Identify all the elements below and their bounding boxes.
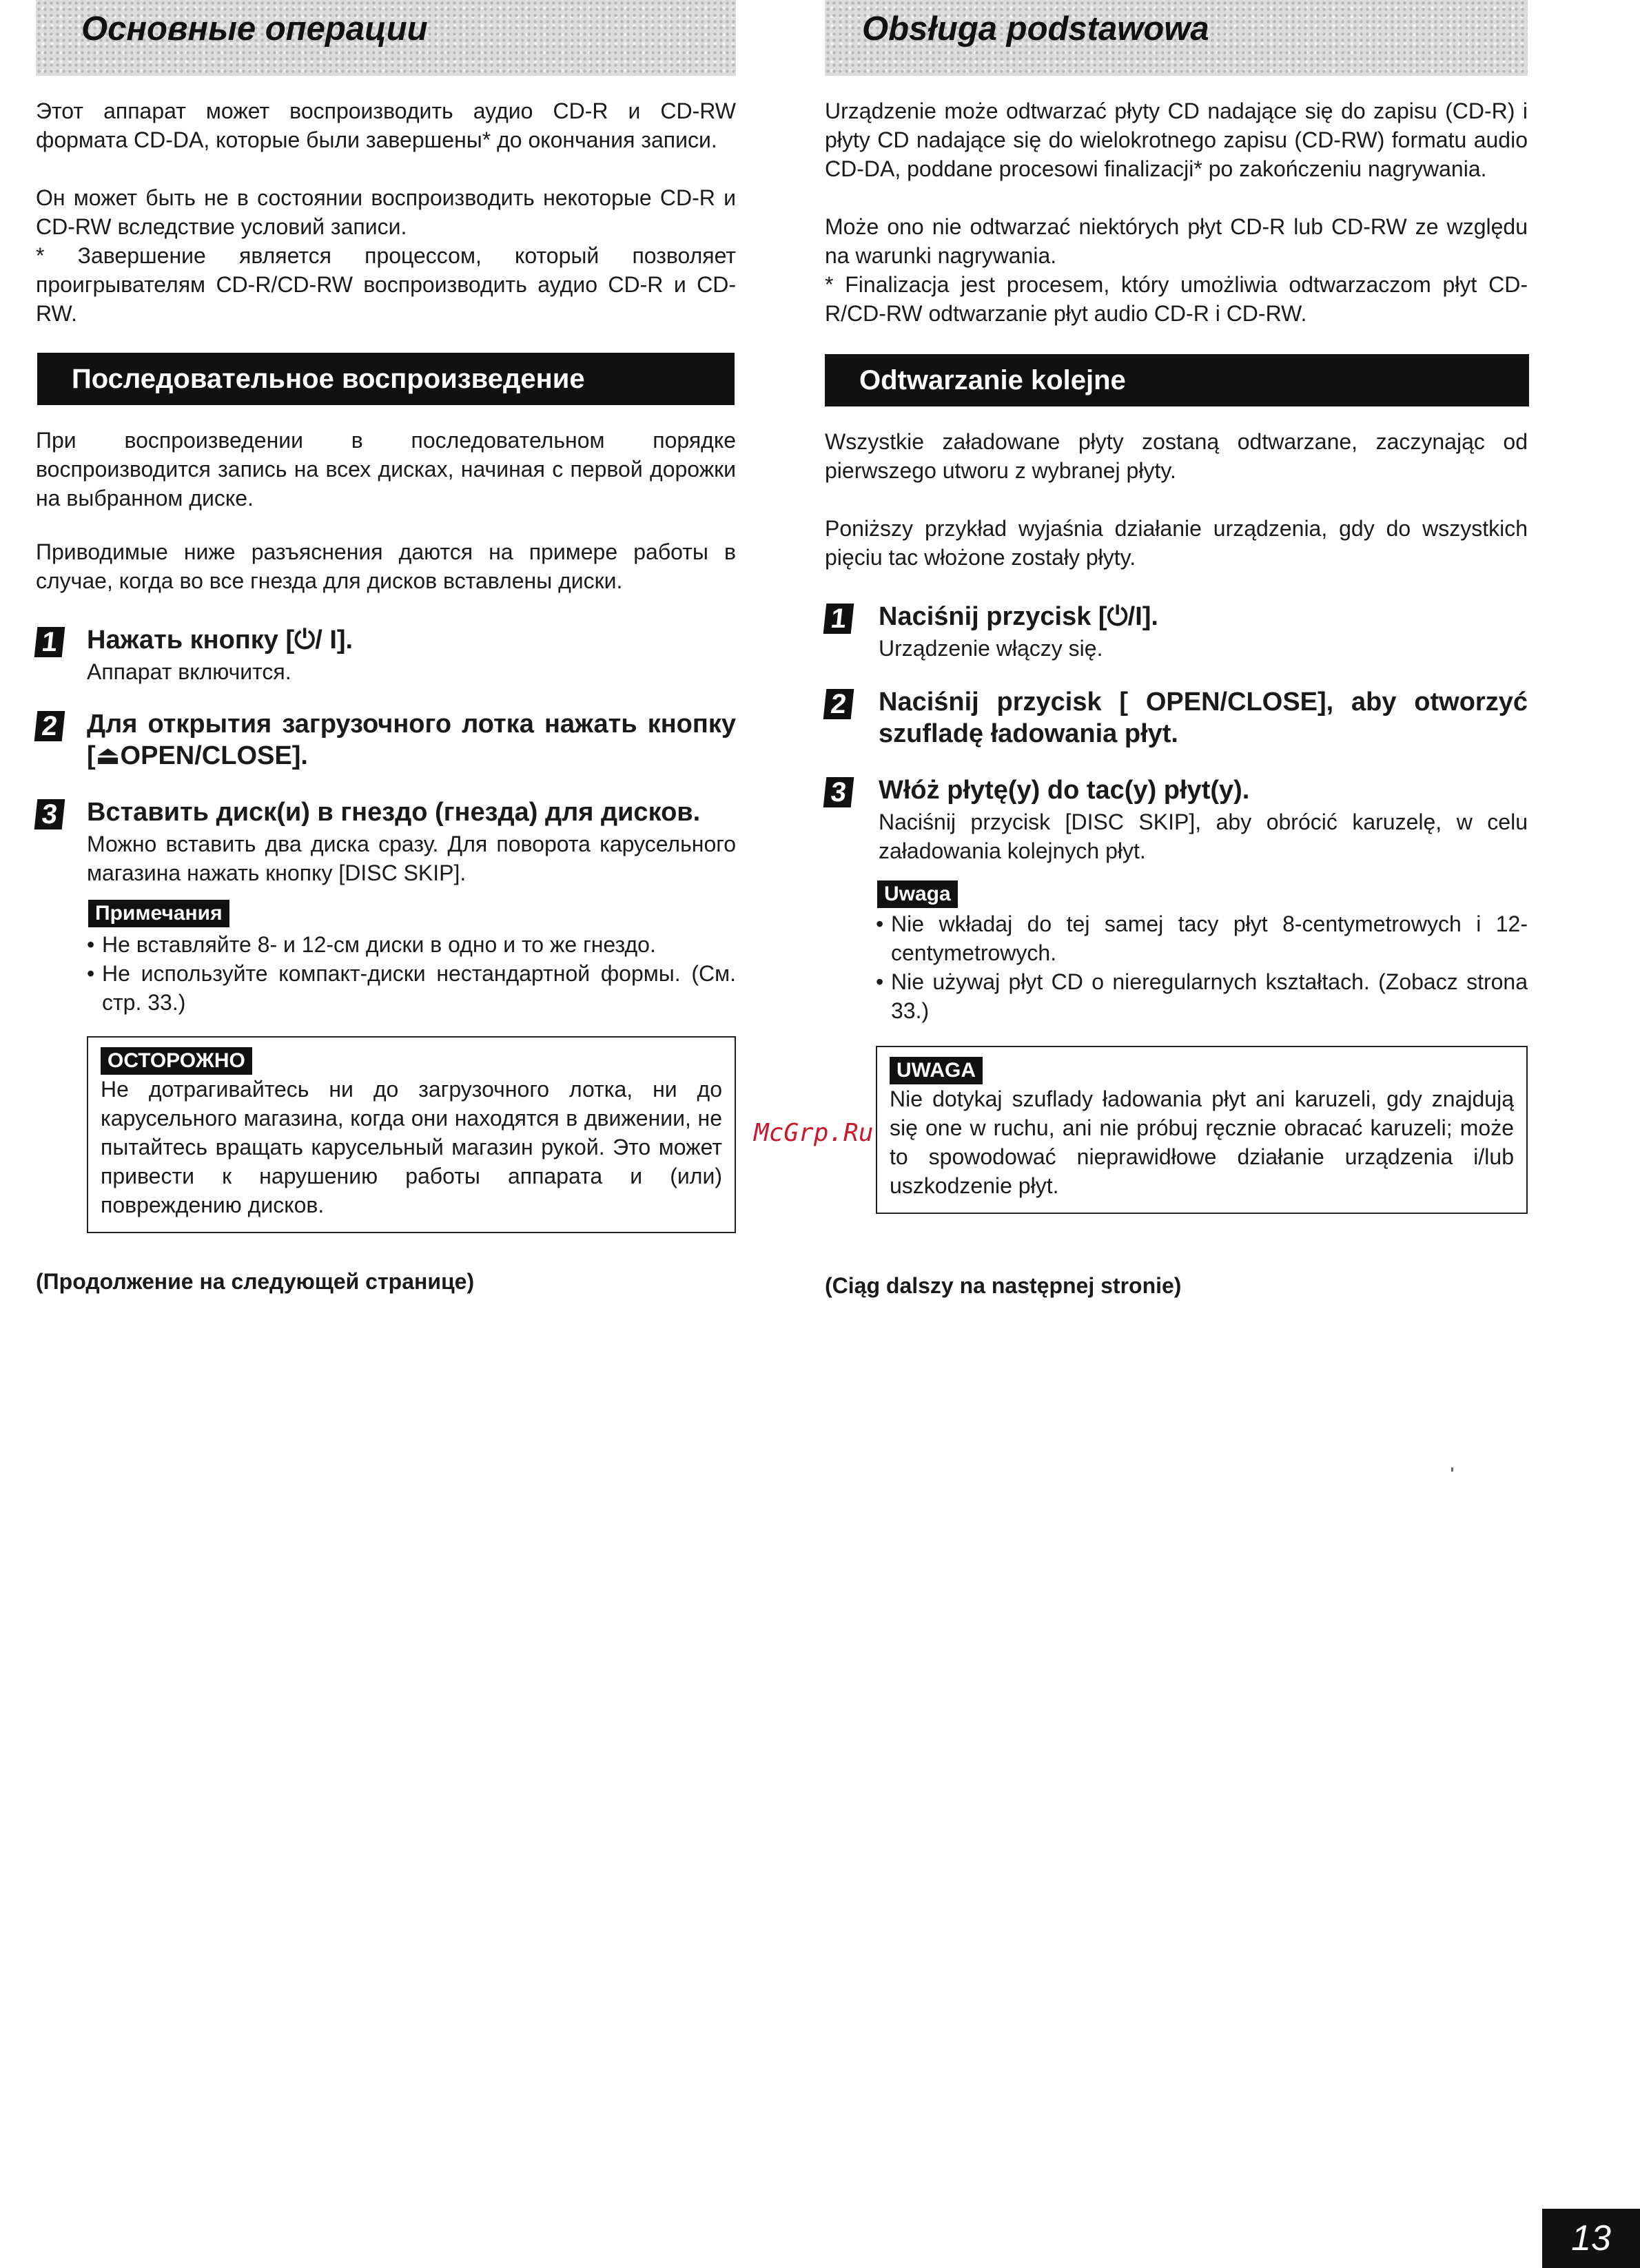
step-number: 2	[823, 689, 854, 719]
continued-note: (Ciąg dalszy na następnej stronie)	[825, 1273, 1182, 1298]
step-title: Вставить диск(и) в гнездо (гнезда) для дисков.	[87, 798, 701, 827]
intro-paragraph: Urządzenie może odtwarzać płyty CD nadające się do zapisu (CD-R) i płyty CD nadające się do wielokrotnego zapisu (CD-RW) formatu audio CD-DA, poddane procesowi finalizacji* po zakończeniu nagrywania.	[825, 99, 1528, 181]
notes-label: Примечания	[88, 900, 229, 927]
body-paragraph: Poniższy przykład wyjaśnia działanie urządzenia, gdy do wszystkich pięciu tac włożone zostały płyty.	[825, 516, 1528, 570]
step-body: Naciśnij przycisk [DISC SKIP], aby obrócić karuzelę, w celu załadowania kolejnych płyt.	[879, 810, 1528, 863]
step-number: 3	[823, 777, 854, 807]
step	[36, 708, 736, 774]
caution-label: UWAGA	[890, 1057, 983, 1084]
step	[36, 796, 736, 893]
intro-paragraph: Może ono nie odtwarzać niektórych płyt CD-R lub CD-RW ze względu na warunki nagrywania.	[825, 214, 1528, 268]
step-number: 1	[823, 604, 854, 634]
step	[825, 601, 1528, 664]
list-item: • Nie używaj płyt CD o nieregularnych kształtach. (Zobacz strona 33.)	[876, 967, 1528, 1025]
intro-footnote: * Finalizacja jest procesem, który umożliwia odtwarzaczom płyt CD-R/CD-RW odtwarzanie płyt audio CD-R i CD-RW.	[825, 272, 1528, 326]
caution-text: Nie dotykaj szuflady ładowania płyt ani karuzeli, gdy znajdują się one w ruchu, ani nie próbuj ręcznie obracać karuzeli; może to spowodować nieprawidłowe działanie urządzenia i/lub uszkodzenie płyt.	[890, 1086, 1514, 1198]
step-title: Naciśnij przycisk [ OPEN/CLOSE], aby otworzyć szufladę ładowania płyt.	[879, 688, 1528, 748]
list-item: • Не используйте компакт-диски нестандартной формы. (См. стр. 33.)	[87, 959, 736, 1017]
page-title: Основные операции	[81, 10, 428, 48]
body-paragraph: Приводимые ниже разъяснения даются на примере работы в случае, когда во все гнезда для дисков вставлены диски.	[36, 539, 736, 593]
step-body: Аппарат включится.	[87, 659, 291, 684]
scan-speck	[1451, 1467, 1453, 1472]
list-item: • Не вставляйте 8- и 12-см диски в одно и то же гнездо.	[87, 930, 736, 959]
step-title: Нажать кнопку [⏻/ I].	[87, 626, 353, 654]
notes-list	[87, 930, 736, 1017]
intro-footnote: * Завершение является процессом, который позволяет проигрывателям CD-R/CD-RW воспроизводить аудио CD-R и CD-RW.	[36, 243, 736, 326]
body-paragraph: Wszystkie załadowane płyty zostaną odtwarzane, zaczynając od pierwszego utworu z wybranej płyty.	[825, 429, 1528, 483]
step-number: 1	[34, 627, 65, 657]
page-number: 13	[1542, 2209, 1640, 2268]
notes-list	[876, 909, 1528, 1025]
caution-box	[876, 1046, 1528, 1214]
body-paragraph: При воспроизведении в последовательном порядке воспроизводится запись на всех дисках, начиная с первой дорожки на выбранном диске.	[36, 428, 736, 511]
caution-text: Не дотрагивайтесь ни до загрузочного лотка, ни до карусельного магазина, когда они находятся в движении, не пытайтесь вращать карусельный магазин рукой. Это может привести к нарушению работы аппарата и (или) повреждению дисков.	[101, 1077, 722, 1217]
step-title: Włóż płytę(y) do tac(y) płyt(y).	[879, 776, 1250, 805]
watermark-text: McGrp.Ru	[754, 1119, 874, 1147]
step-body: Можно вставить два диска сразу. Для поворота карусельного магазина нажать кнопку [DISC SKIP].	[87, 832, 736, 885]
step	[825, 774, 1528, 871]
notes-label: Uwaga	[877, 880, 958, 908]
step-number: 3	[34, 799, 65, 829]
list-item: • Nie wkładaj do tej samej tacy płyt 8-centymetrowych i 12-centymetrowych.	[876, 909, 1528, 967]
caution-label: ОСТОРОЖНО	[101, 1047, 252, 1075]
step-number: 2	[34, 711, 65, 741]
section-heading: Odtwarzanie kolejne	[825, 354, 1529, 406]
caution-box	[87, 1036, 736, 1233]
continued-note: (Продолжение на следующей странице)	[36, 1269, 475, 1294]
intro-paragraph: Он может быть не в состоянии воспроизводить некоторые CD-R и CD-RW вследствие условий записи.	[36, 185, 736, 239]
step	[825, 686, 1528, 752]
section-banner	[825, 0, 1528, 76]
section-heading: Последовательное воспроизведение	[37, 353, 735, 405]
step-title: Naciśnij przycisk [⏻/I].	[879, 602, 1158, 631]
step-title: Для открытия загрузочного лотка нажать кнопку [⏏OPEN/CLOSE].	[87, 710, 736, 770]
intro-paragraph: Этот аппарат может воспроизводить аудио CD-R и CD-RW формата CD-DA, которые были завершены* до окончания записи.	[36, 99, 736, 152]
step-body: Urządzenie włączy się.	[879, 636, 1103, 661]
section-banner	[36, 0, 736, 76]
page-title: Obsługa podstawowa	[862, 10, 1209, 48]
step	[36, 624, 736, 688]
